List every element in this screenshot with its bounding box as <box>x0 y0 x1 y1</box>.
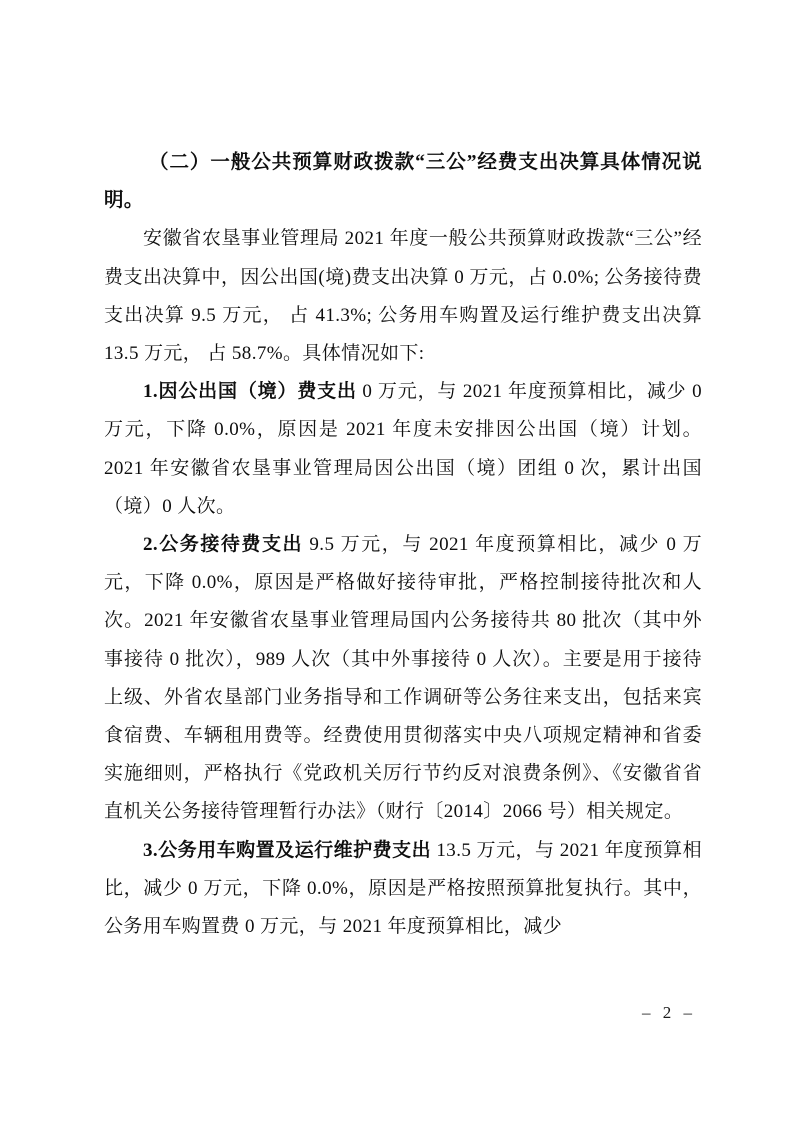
paragraph-item-2-reception-expense <box>104 526 702 832</box>
paragraph-text: 13.5 万元，与 2021 年度预算相比，减少 0 万元，下降 0.0%，原因是严格按照预算批复执行。其中，公务用车购置费 0 万元，与 2021 年度预算相比，减少 <box>104 839 703 938</box>
paragraph-text: 9.5 万元，与 2021 年度预算相比，减少 0 万元，下降 0.0%，原因是严格做好接待审批，严格控制接待批次和人次。2021 年安徽省农垦事业管理局国内公务接待共 80 批次（其中外事接待 0 批次），989 人次（其中外事接待 0 人次）。主要是用于接待上级、外省农垦部门业务指导和工作调研等公务往来支出，包括来宾食宿费、车辆租用费等。经费使用贯彻落实中央八项规定精神和省委实施细则，严格执行《党政机关厉行节约反对浪费条例》、《安徽省省直机关公务接待管理暂行办法》（财行〔2014〕2066 号）相关规定。 <box>104 534 702 823</box>
paragraph-text: 0 万元，与 2021 年度预算相比，减少 0 万元，下降 0.0%，原因是 2021 年度未安排因公出国（境）计划。2021 年安徽省农垦事业管理局因公出国（境）团组 0 次，累计出国（境）0 人次。 <box>104 381 702 517</box>
paragraph-text: 安徽省农垦事业管理局 2021 年度一般公共预算财政拨款“三公”经费支出决算中，因公出国(境)费支出决算 0 万元，占 0.0%; 公务接待费支出决算 9.5 万元， 占 41.3%; 公务用车购置及运行维护费支出决算 13.5 万元， 占 58.7%。具体情况如下: <box>104 228 702 365</box>
paragraph-lead: 1.因公出国（境）费支出 <box>143 381 357 403</box>
paragraph-lead: 3.公务用车购置及运行维护费支出 <box>143 839 432 861</box>
paragraph-item-3-vehicle-expense <box>104 832 702 947</box>
document-body <box>104 144 702 946</box>
section-heading: （二）一般公共预算财政拨款“三公”经费支出决算具体情况说明。 <box>104 152 702 212</box>
paragraph-lead: 2.公务接待费支出 <box>143 534 304 556</box>
paragraph-item-1-abroad-expense <box>104 373 702 526</box>
paragraph-overview <box>104 220 702 373</box>
page-number: – 2 – <box>642 1003 696 1022</box>
